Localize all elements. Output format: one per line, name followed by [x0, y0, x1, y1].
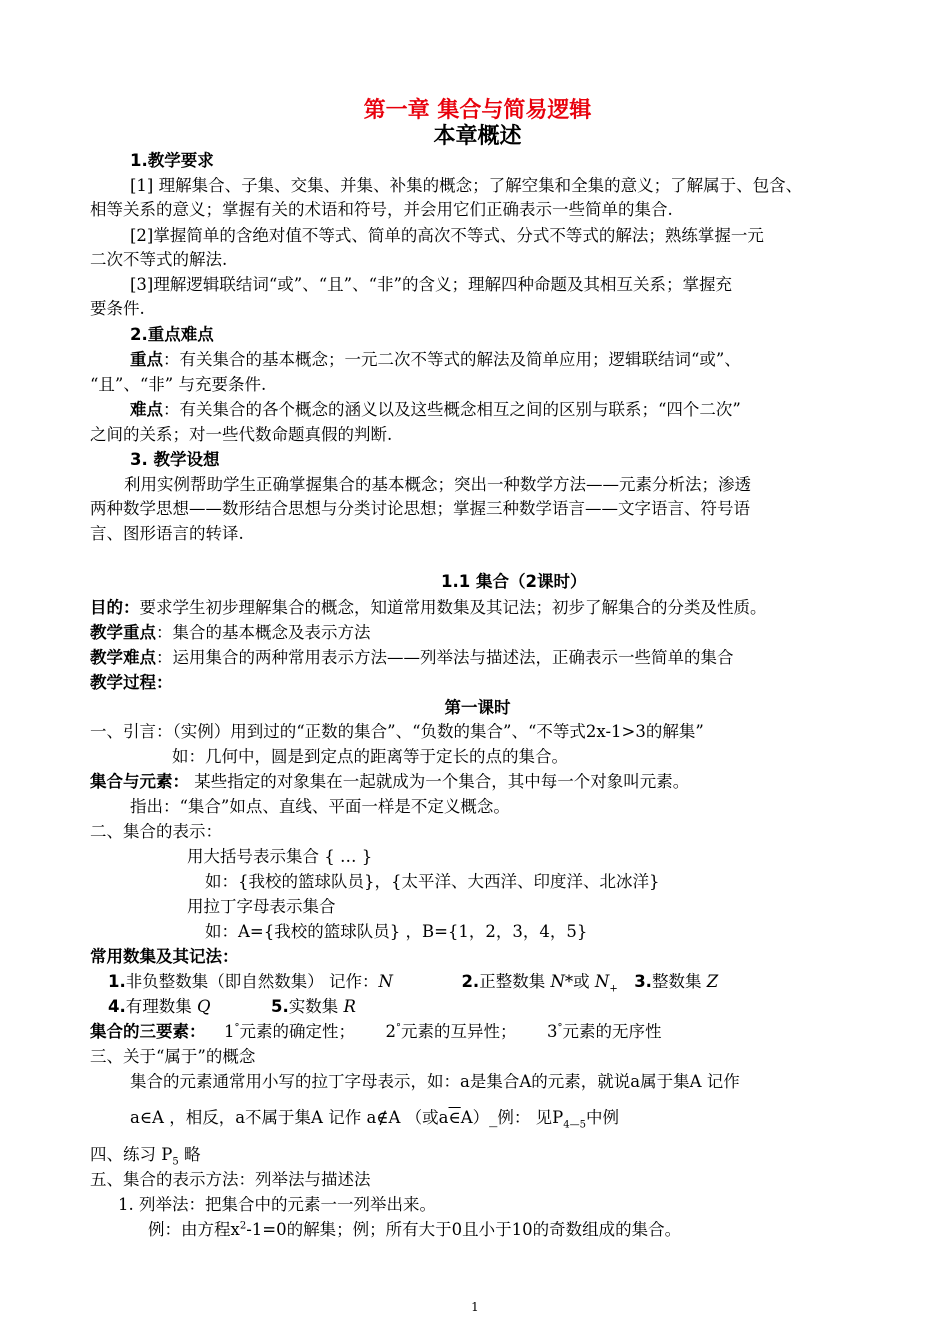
belong-text-d: 中例	[585, 1108, 619, 1127]
req1-line1: [1] 理解集合、子集、交集、并集、补集的概念；了解空集和全集的意义；了解属于、包含、	[130, 176, 803, 195]
belong-subscript: 4—5	[563, 1119, 586, 1131]
ns1-symbol: N	[378, 972, 393, 991]
belong-text-a: a∈A ，相反，a不属于集A 记作 a∉A （或a	[130, 1108, 449, 1127]
t3-text: 元素的无序性	[562, 1022, 662, 1041]
hard-label: 教学难点	[90, 648, 156, 667]
t2-num: 2	[385, 1022, 396, 1041]
numsets-label: 常用数集及其记法：	[90, 947, 239, 966]
repr2-line: 用拉丁字母表示集合	[187, 897, 336, 916]
design-line1: 利用实例帮助学生正确掌握集合的基本概念；突出一种数学方法——元素分析法；渗透	[124, 475, 751, 494]
ns2-or: 或	[573, 972, 595, 991]
method1-example-b: -1=0的解集；例；所有大于0且小于10的奇数组成的集合。	[246, 1220, 682, 1239]
ns2-symbol: N*	[550, 972, 574, 991]
repr1-example: 如：{我校的篮球队员}，{太平洋、大西洋、印度洋、北冰洋}	[205, 872, 660, 891]
overview-title: 本章概述	[433, 124, 522, 149]
method1-example	[148, 1218, 863, 1242]
req3-line1: [3]理解逻辑联结词“或”、“且”、“非”的含义；理解四种命题及其相互关系；掌握充	[130, 275, 732, 294]
point-line: 指出：“集合”如点、直线、平面一样是不定义概念。	[130, 797, 510, 816]
goal-text: 要求学生初步理解集合的概念，知道常用数集及其记法；初步了解集合的分类及性质。	[139, 598, 767, 617]
belong-line2	[130, 1106, 860, 1130]
chapter-title: 第一章 集合与简易逻辑	[363, 98, 592, 123]
ns3-text: 整数集	[651, 972, 707, 991]
ns1-num: 1.	[108, 972, 126, 991]
ns4-text: 有理数集	[125, 997, 197, 1016]
ns4-symbol: Q	[197, 997, 211, 1016]
process-label: 教学过程：	[90, 673, 173, 692]
belong-text-c: A）_例： 见P	[460, 1108, 564, 1127]
practice-line	[90, 1143, 865, 1167]
practice-text-a: 四、练习 P	[90, 1145, 173, 1164]
numsets-line1	[108, 970, 868, 994]
ns2-symbol2: N	[594, 972, 610, 991]
method1-example-sup: 2	[239, 1220, 247, 1232]
t2-degree: °	[396, 1022, 401, 1034]
goal-line	[90, 596, 865, 620]
three-elements-line	[90, 1020, 865, 1044]
diff-label: 难点	[130, 400, 163, 419]
goal-label: 目的：	[90, 598, 140, 617]
t3-num: 3	[547, 1022, 558, 1041]
lesson-title: 第一课时	[444, 698, 511, 717]
design-line2: 两种数学思想——数形结合思想与分类讨论思想；掌握三种数学语言——文字语言、符号语	[90, 499, 750, 518]
req2-line1: [2]掌握简单的含绝对值不等式、简单的高次不等式、分式不等式的解法；熟练掌握一元	[130, 226, 764, 245]
key-label: 重点	[130, 350, 163, 369]
t1-num: 1	[224, 1022, 235, 1041]
diff-text: ：有关集合的各个概念的涵义以及这些概念相互之间的区别与联系；“四个二次”	[163, 400, 741, 419]
req-heading: 1.教学要求	[130, 151, 214, 170]
section-title: 1.1 集合（2课时）	[441, 572, 587, 591]
focus-label: 教学重点	[90, 623, 156, 642]
ns4-num: 4.	[108, 997, 126, 1016]
element-line	[90, 770, 865, 794]
method1-example-a: 例：由方程x	[148, 1220, 240, 1239]
intro-line1: 一、引言：（实例）用到过的“正数的集合”、“负数的集合”、“不等式2x-1>3的解集”	[90, 722, 704, 741]
practice-text-b: 略	[178, 1145, 201, 1164]
diff-line2: 之间的关系；对一些代数命题真假的判断.	[90, 425, 393, 444]
ns2-subscript: +	[609, 983, 618, 995]
repr1-line: 用大括号表示集合 { … }	[187, 847, 373, 866]
element-text: 某些指定的对象集在一起就成为一个集合，其中每一个对象叫元素。	[189, 772, 690, 791]
intro-line2: 如：几何中，圆是到定点的距离等于定长的点的集合。	[172, 747, 568, 766]
ns1-text: 非负整数集（即自然数集） 记作：	[125, 972, 379, 991]
hard-text: ：运用集合的两种常用表示方法——列举法与描述法，正确表示一些简单的集合	[156, 648, 734, 667]
ns5-num: 5.	[271, 997, 289, 1016]
ns2-text: 正整数集	[479, 972, 551, 991]
not-belong-symbol: ∈	[448, 1108, 461, 1127]
req2-line2: 二次不等式的解法.	[90, 250, 228, 269]
ns5-text: 实数集	[288, 997, 344, 1016]
hard-line	[90, 646, 865, 670]
ns5-symbol: R	[343, 997, 356, 1016]
belong-heading: 三、关于“属于”的概念	[90, 1047, 256, 1066]
req3-line2: 要条件.	[90, 299, 145, 318]
diff-line1	[130, 398, 860, 422]
key-text: ：有关集合的基本概念；一元二次不等式的解法及简单应用；逻辑联结词“或”、	[163, 350, 741, 369]
design-heading: 3. 教学设想	[130, 450, 220, 469]
t2-text: 元素的互异性；	[401, 1022, 517, 1041]
belong-line1: 集合的元素通常用小写的拉丁字母表示，如：a是集合A的元素，就说a属于集A 记作	[130, 1072, 740, 1091]
t3-degree: °	[557, 1022, 563, 1034]
focus-text: ：集合的基本概念及表示方法	[156, 623, 371, 642]
practice-subscript: 5	[172, 1156, 179, 1168]
ns3-num: 3.	[634, 972, 652, 991]
design-line3: 言、图形语言的转译.	[90, 524, 244, 543]
req1-line2: 相等关系的意义；掌握有关的术语和符号，并会用它们正确表示一些简单的集合.	[90, 200, 673, 219]
ns3-symbol: Z	[706, 972, 719, 991]
repr2-example: 如：A={我校的篮球队员} ，B={1，2，3，4，5}	[205, 922, 588, 941]
method1-line: 1. 列举法：把集合中的元素一一列举出来。	[118, 1195, 436, 1214]
t1-text: 元素的确定性；	[239, 1022, 355, 1041]
t1-degree: °	[234, 1022, 240, 1034]
repr-heading: 二、集合的表示：	[90, 822, 222, 841]
focus-line	[90, 621, 865, 645]
numsets-line2	[108, 995, 868, 1019]
key-line2: “且”、“非” 与充要条件.	[90, 375, 267, 394]
page-number: 1	[471, 1300, 479, 1314]
ns2-num: 2.	[461, 972, 480, 991]
element-label: 集合与元素：	[90, 772, 189, 791]
method-heading: 五、集合的表示方法：列举法与描述法	[90, 1170, 371, 1189]
three-label: 集合的三要素：	[90, 1022, 206, 1041]
key-heading: 2.重点难点	[130, 325, 214, 344]
key-line1	[130, 348, 860, 372]
